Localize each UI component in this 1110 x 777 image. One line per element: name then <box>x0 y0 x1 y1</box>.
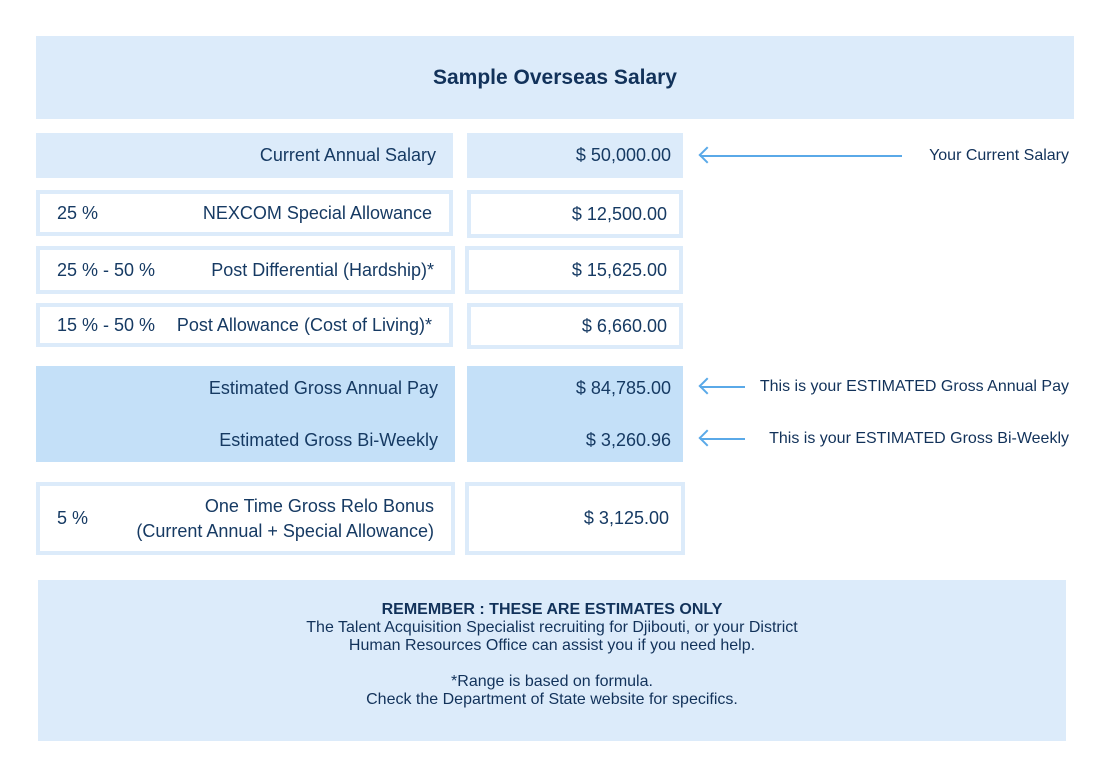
gross-annual-value: $ 84,785.00 <box>575 377 671 398</box>
current-salary-value-cell <box>467 133 683 178</box>
gross-biweekly-label-cell <box>36 418 455 462</box>
footer-note <box>38 580 1066 741</box>
relo-bonus-label-line1: One Time Gross Relo Bonus <box>204 495 434 516</box>
post-allowance-label-cell <box>36 303 453 347</box>
current-salary-label: Current Annual Salary <box>259 145 436 165</box>
relo-bonus-value-cell <box>465 482 685 555</box>
gross-annual-value-cell <box>467 366 683 410</box>
post-differential-label-cell <box>36 246 455 294</box>
gross-biweekly-value-cell <box>467 418 683 462</box>
gross-annual-label: Estimated Gross Annual Pay <box>208 377 438 398</box>
relo-bonus-label <box>88 494 434 544</box>
gross-biweekly-label: Estimated Gross Bi-Weekly <box>219 429 438 450</box>
arrow-left-icon <box>700 438 745 440</box>
gross-annual-note: This is your ESTIMATED Gross Annual Pay <box>759 378 1069 395</box>
gross-biweekly-note: This is your ESTIMATED Gross Bi-Weekly <box>769 430 1069 447</box>
current-salary-value: $ 50,000.00 <box>575 145 671 165</box>
footer-line-1: The Talent Acquisition Specialist recruiting for Djibouti, or your District <box>306 619 798 636</box>
page-title: Sample Overseas Salary <box>432 65 677 89</box>
gross-biweekly-value: $ 3,260.96 <box>585 429 671 450</box>
current-salary-note: Your Current Salary <box>929 147 1069 164</box>
relo-bonus-percent: 5 % <box>57 508 89 528</box>
page-title-banner <box>36 36 1074 119</box>
footer-line-2: Human Resources Office can assist you if you need help. <box>348 637 756 654</box>
post-allowance-value: $ 6,660.00 <box>581 315 667 336</box>
footer-heading: REMEMBER : THESE ARE ESTIMATES ONLY <box>381 601 723 618</box>
footer-spacer <box>38 655 1066 673</box>
footer-line-4: Check the Department of State website for specifics. <box>366 691 738 708</box>
post-allowance-value-cell <box>467 303 683 349</box>
arrow-left-icon <box>700 386 745 388</box>
footer-line-3: *Range is based on formula. <box>451 673 653 690</box>
post-differential-percent: 25 % - 50 % <box>57 259 156 280</box>
gross-annual-label-cell <box>36 366 455 410</box>
arrow-left-icon <box>700 155 902 157</box>
nexcom-label-cell <box>36 190 453 236</box>
post-allowance-label: Post Allowance (Cost of Living)* <box>176 314 432 335</box>
relo-bonus-value: $ 3,125.00 <box>583 508 669 528</box>
nexcom-value-cell <box>467 190 683 238</box>
relo-bonus-label-cell <box>36 482 455 555</box>
post-differential-value-cell <box>465 246 683 294</box>
nexcom-label: NEXCOM Special Allowance <box>202 202 432 223</box>
current-salary-label-cell <box>36 133 453 178</box>
nexcom-value: $ 12,500.00 <box>571 203 667 224</box>
post-differential-value: $ 15,625.00 <box>571 259 667 280</box>
post-differential-label: Post Differential (Hardship)* <box>211 259 434 280</box>
post-allowance-percent: 15 % - 50 % <box>57 314 156 335</box>
relo-bonus-label-line2: (Current Annual + Special Allowance) <box>136 520 434 541</box>
nexcom-percent: 25 % <box>57 202 99 223</box>
